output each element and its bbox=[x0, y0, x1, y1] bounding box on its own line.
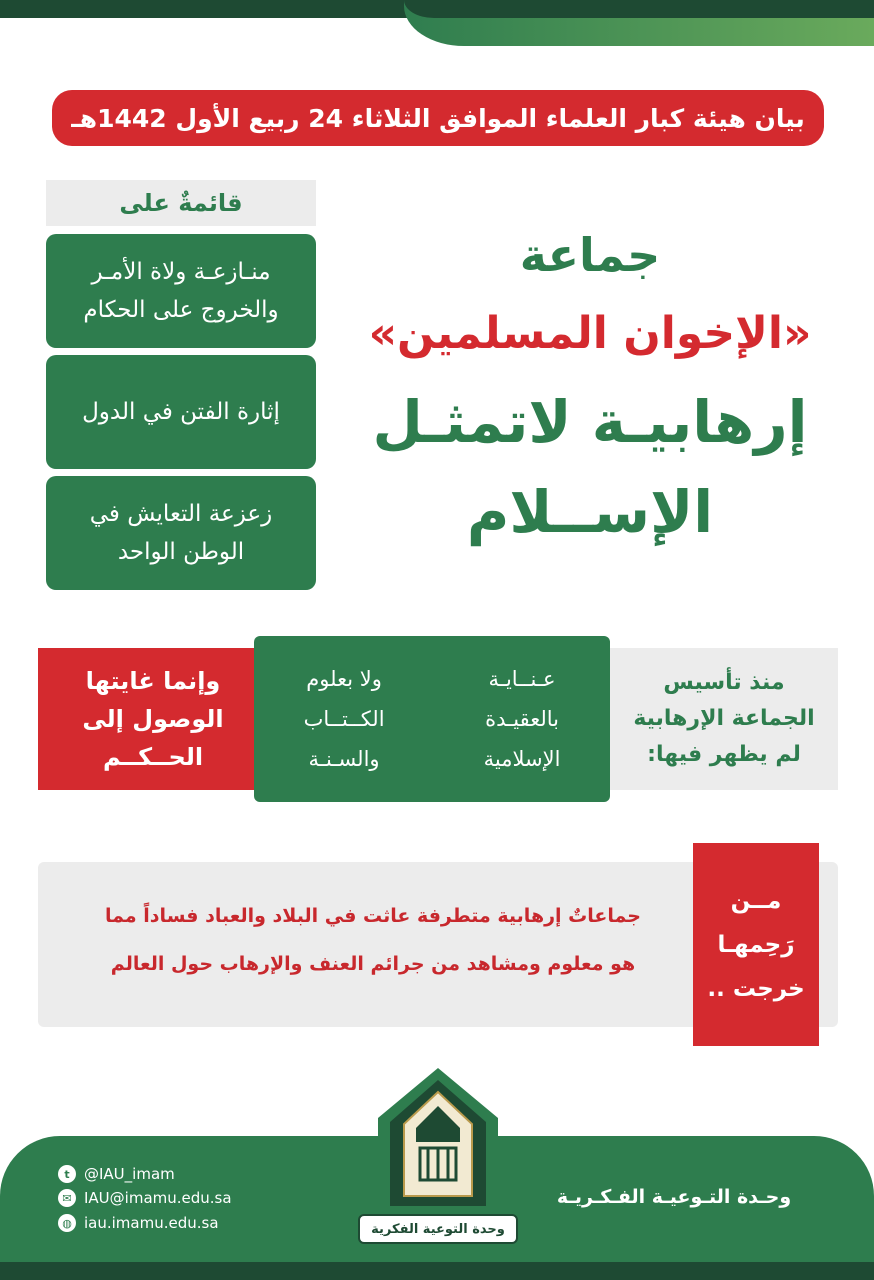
column-line: الكــتــاب bbox=[303, 707, 385, 731]
list-item-line: الوطن الواحد bbox=[117, 539, 245, 565]
unit-name: وحـدة التـوعيـة الفـكـريـة bbox=[556, 1186, 792, 1208]
website-link[interactable] bbox=[58, 1212, 219, 1234]
origin-box bbox=[693, 843, 819, 1046]
goal-box bbox=[38, 648, 268, 790]
origin-line: مــن bbox=[730, 887, 782, 914]
column-line: بالعقيـدة bbox=[485, 707, 559, 731]
headline-line-1: جماعة bbox=[519, 228, 661, 282]
intro-line: لم يظهر فيها: bbox=[647, 742, 801, 767]
intro-box bbox=[600, 648, 838, 790]
goal-line: الوصول إلى bbox=[82, 705, 224, 733]
origin-line: رَحِمهـا bbox=[717, 931, 795, 958]
headline-line-2: «الإخوان المسلمين» bbox=[368, 308, 812, 359]
list-item-line: منـازعـة ولاة الأمـر bbox=[91, 259, 271, 285]
list-item-line: زعزعة التعايش في bbox=[89, 501, 273, 527]
list-item-line: إثارة الفتن في الدول bbox=[82, 399, 280, 425]
origin-line: خرجت .. bbox=[707, 975, 805, 1002]
list-item-line: والخروج على الحكام bbox=[83, 297, 279, 323]
conclusion-line: هو معلوم ومشاهد من جرائم العنف والإرهاب حول العالم bbox=[110, 953, 636, 975]
intro-line: منذ تأسيس bbox=[663, 670, 785, 695]
column-line: عـنــايـة bbox=[488, 667, 556, 691]
absent-column-creed bbox=[484, 659, 561, 779]
column-line: والسـنـة bbox=[308, 747, 380, 771]
website-text: iau.imamu.edu.sa bbox=[84, 1214, 219, 1232]
list-title: قائمةٌ على bbox=[46, 180, 316, 226]
emblem-caption: وحدة التوعية الفكرية bbox=[358, 1214, 518, 1244]
column-line: الإسلامية bbox=[483, 747, 561, 771]
headline-line-3: إرهابيـة لاتمثـل bbox=[372, 388, 808, 456]
goal-line: وإنما غايتها bbox=[85, 667, 221, 695]
intro-line: الجماعة الإرهابية bbox=[633, 706, 815, 731]
email-icon: ✉ bbox=[58, 1189, 76, 1207]
footer-bottom-bar bbox=[0, 1262, 874, 1280]
list-item bbox=[46, 355, 316, 469]
top-accent-inner bbox=[404, 0, 874, 18]
conclusion-text bbox=[58, 892, 688, 1002]
twitter-icon: t bbox=[58, 1165, 76, 1183]
absent-column-sciences bbox=[304, 659, 385, 779]
absent-qualities-box bbox=[254, 636, 610, 802]
column-line: ولا بعلوم bbox=[306, 667, 382, 691]
goal-line: الحــكــم bbox=[102, 743, 204, 771]
twitter-handle[interactable] bbox=[58, 1163, 175, 1185]
list-item bbox=[46, 234, 316, 348]
headline-line-4: الإســلام bbox=[466, 478, 714, 546]
email-address[interactable] bbox=[58, 1187, 232, 1209]
list-item bbox=[46, 476, 316, 590]
conclusion-line: جماعاتٌ إرهابية متطرفة عاثت في البلاد والعباد فساداً مما bbox=[105, 905, 641, 927]
globe-icon: ◍ bbox=[58, 1214, 76, 1232]
email-text: IAU@imamu.edu.sa bbox=[84, 1189, 232, 1207]
twitter-text: @IAU_imam bbox=[84, 1165, 175, 1183]
statement-banner: بيان هيئة كبار العلماء الموافق الثلاثاء 24 ربيع الأول 1442هـ bbox=[52, 90, 824, 146]
